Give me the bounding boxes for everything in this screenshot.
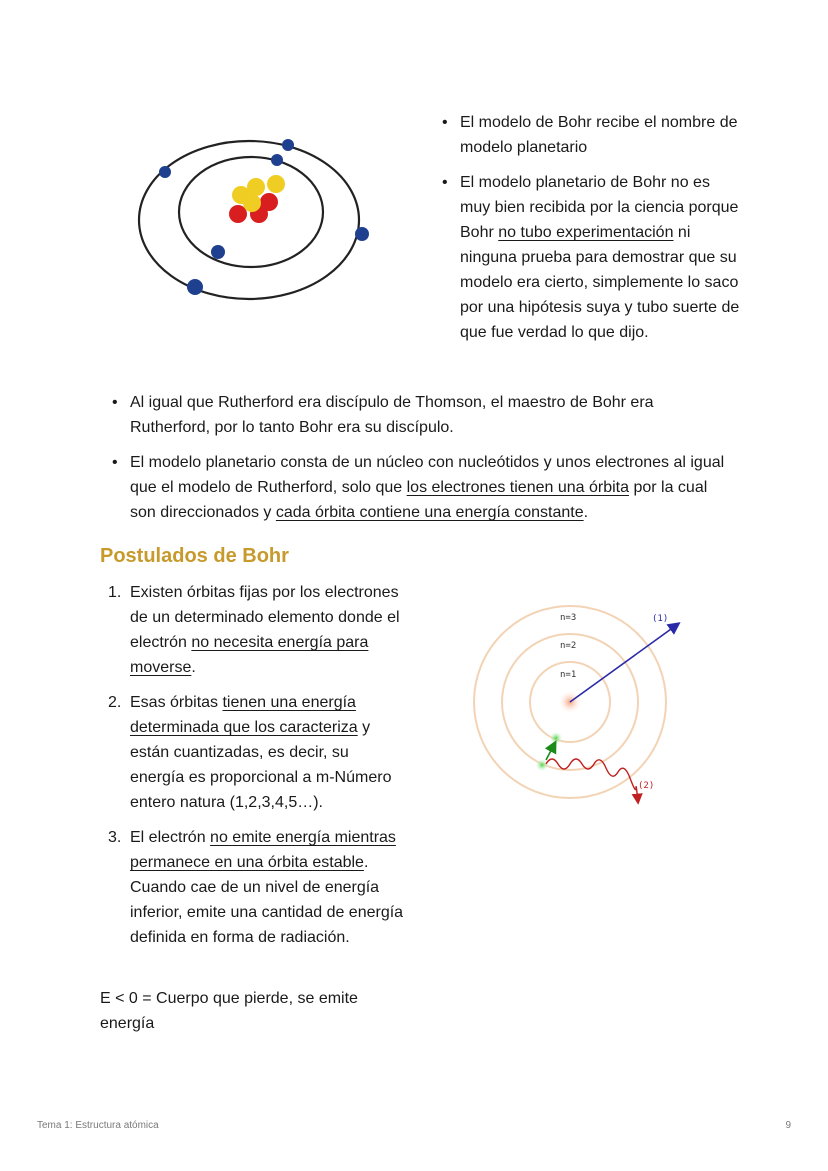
nucleus (229, 175, 285, 223)
footer-chapter-title: Tema 1: Estructura atómica (37, 1120, 159, 1131)
text-segment: . (583, 504, 589, 521)
postulado-item (100, 690, 405, 815)
text-segment: por la cual son direccionados y (130, 479, 708, 521)
section-heading: Postulados de Bohr (100, 545, 289, 567)
label-n1: n=1 (560, 670, 577, 680)
text-segment: El modelo planetario consta de un núcleo con nucleótidos y unos electrones al igual que el modelo de Rutherford, solo que (130, 454, 725, 496)
postulado-item (100, 580, 405, 680)
postulado-item (100, 825, 405, 950)
underlined-text: no tubo experimentación (498, 224, 674, 241)
electron-n1 (549, 731, 563, 745)
postulados-list (100, 580, 405, 960)
list-number: 2. (108, 694, 122, 711)
underlined-text: cada órbita contiene una energía constante (275, 504, 584, 521)
bullet-item (112, 390, 732, 440)
underlined-text: no emite energía mientras permanece en una órbita estable (130, 829, 396, 871)
text-segment: . Cuando cae de un nivel de energía inferior, emite una cantidad de energía definida en forma de radiación. (130, 854, 404, 946)
list-number: 1. (108, 584, 122, 601)
footer-page-number: 9 (785, 1120, 791, 1131)
bohr-energy-levels-diagram (468, 600, 698, 825)
label-ray1: (1) (652, 614, 669, 624)
underlined-text: los electrones tienen una órbita (406, 479, 629, 496)
energy-note: E < 0 = Cuerpo que pierde, se emite energía (100, 990, 358, 1032)
excitation-arrow (546, 743, 555, 760)
text-segment: El modelo de Bohr recibe el nombre de modelo planetario (460, 114, 738, 156)
label-n2: n=2 (560, 641, 577, 651)
outer-orbit (139, 141, 359, 299)
bullet-item (112, 450, 732, 525)
text-segment: Al igual que Rutherford era discípulo de Thomson, el maestro de Bohr era Rutherford, por lo tanto Bohr era su discípulo. (130, 394, 654, 436)
text-segment: El modelo planetario de Bohr no es muy bien recibida por la ciencia porque Bohr (460, 174, 739, 241)
text-segment: Existen órbitas fijas por los electrones de un determinado elemento donde el electrón (130, 584, 400, 651)
underlined-text: tienen una energía determinada que los caracteriza (130, 694, 358, 736)
text-segment: Esas órbitas (130, 694, 223, 711)
text-segment: ni ninguna prueba para demostrar que su modelo era cierto, simplemente lo saco por una hipótesis suya y tubo suerte de que fue verdad lo que dijo. (460, 224, 740, 341)
electron-n2 (535, 758, 549, 772)
bohr-atom-illustration (128, 130, 378, 315)
bullet-item (442, 170, 742, 345)
label-ray2: (2) (638, 781, 655, 791)
text-segment: . (191, 659, 196, 676)
model-bullet-list (112, 390, 732, 535)
bullet-item (442, 110, 742, 160)
text-segment: y están cuantizadas, es decir, su energía es proporcional a m-Número entero natura (1,2,3,4,5…). (130, 719, 392, 811)
label-n3: n=3 (560, 613, 577, 623)
list-number: 3. (108, 829, 122, 846)
underlined-text: no necesita energía para moverse (130, 634, 369, 676)
intro-bullet-list (442, 110, 742, 355)
text-segment: El electrón (130, 829, 211, 846)
